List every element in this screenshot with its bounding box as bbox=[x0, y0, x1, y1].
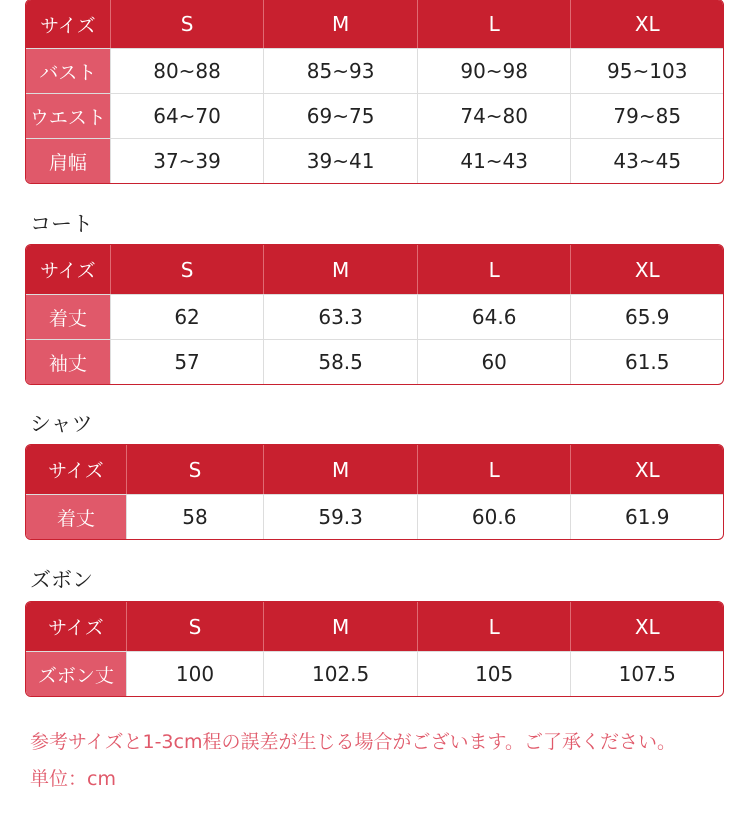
size-table bbox=[25, 244, 724, 385]
header-label: サイズ bbox=[26, 0, 110, 48]
section-title: ズボン bbox=[30, 568, 93, 592]
table-row bbox=[26, 138, 723, 183]
row-label: 着丈 bbox=[26, 495, 126, 539]
size-note: 参考サイズと1-3cm程の誤差が生じる場合がございます。ご了承ください。 bbox=[30, 731, 676, 753]
table-header-row bbox=[26, 245, 723, 294]
header-label: サイズ bbox=[26, 445, 126, 494]
measurement-cell: 60 bbox=[417, 340, 571, 384]
size-table bbox=[25, 444, 724, 540]
size-header: S bbox=[110, 0, 264, 48]
measurement-cell: 64~70 bbox=[110, 94, 264, 138]
row-label: 袖丈 bbox=[26, 340, 110, 384]
size-header: M bbox=[263, 445, 417, 494]
measurement-cell: 79~85 bbox=[570, 94, 723, 138]
size-header: M bbox=[263, 245, 417, 294]
size-header: XL bbox=[570, 0, 723, 48]
table-row bbox=[26, 48, 723, 93]
measurement-cell: 37~39 bbox=[110, 139, 264, 183]
size-table bbox=[25, 601, 724, 697]
size-header: XL bbox=[570, 602, 723, 651]
measurement-cell: 39~41 bbox=[263, 139, 417, 183]
row-label: 着丈 bbox=[26, 295, 110, 339]
size-header: S bbox=[126, 602, 264, 651]
table-row bbox=[26, 294, 723, 339]
measurement-cell: 65.9 bbox=[570, 295, 723, 339]
measurement-cell: 100 bbox=[126, 652, 264, 696]
measurement-cell: 107.5 bbox=[570, 652, 723, 696]
table-row bbox=[26, 93, 723, 138]
table-header-row bbox=[26, 0, 723, 48]
measurement-cell: 80~88 bbox=[110, 49, 264, 93]
size-header: L bbox=[417, 0, 571, 48]
unit-label: 単位：cm bbox=[30, 768, 116, 790]
measurement-cell: 57 bbox=[110, 340, 264, 384]
measurement-cell: 58 bbox=[126, 495, 264, 539]
table-row bbox=[26, 339, 723, 384]
section-title: シャツ bbox=[30, 412, 93, 436]
measurement-cell: 62 bbox=[110, 295, 264, 339]
measurement-cell: 60.6 bbox=[417, 495, 571, 539]
measurement-cell: 95~103 bbox=[570, 49, 723, 93]
measurement-cell: 41~43 bbox=[417, 139, 571, 183]
row-label: 肩幅 bbox=[26, 139, 110, 183]
measurement-cell: 61.9 bbox=[570, 495, 723, 539]
table-header-row bbox=[26, 445, 723, 494]
measurement-cell: 90~98 bbox=[417, 49, 571, 93]
size-header: XL bbox=[570, 445, 723, 494]
measurement-cell: 63.3 bbox=[263, 295, 417, 339]
measurement-cell: 64.6 bbox=[417, 295, 571, 339]
measurement-cell: 61.5 bbox=[570, 340, 723, 384]
measurement-cell: 102.5 bbox=[263, 652, 417, 696]
measurement-cell: 74~80 bbox=[417, 94, 571, 138]
size-header: L bbox=[417, 445, 571, 494]
measurement-cell: 43~45 bbox=[570, 139, 723, 183]
size-header: M bbox=[263, 0, 417, 48]
size-header: L bbox=[417, 245, 571, 294]
table-row bbox=[26, 494, 723, 539]
measurement-cell: 105 bbox=[417, 652, 571, 696]
header-label: サイズ bbox=[26, 245, 110, 294]
measurement-cell: 85~93 bbox=[263, 49, 417, 93]
row-label: ウエスト bbox=[26, 94, 110, 138]
size-table bbox=[25, 0, 724, 184]
header-label: サイズ bbox=[26, 602, 126, 651]
table-row bbox=[26, 651, 723, 696]
size-header: S bbox=[110, 245, 264, 294]
row-label: ズボン丈 bbox=[26, 652, 126, 696]
size-header: L bbox=[417, 602, 571, 651]
row-label: バスト bbox=[26, 49, 110, 93]
measurement-cell: 59.3 bbox=[263, 495, 417, 539]
measurement-cell: 69~75 bbox=[263, 94, 417, 138]
section-title: コート bbox=[30, 212, 93, 236]
measurement-cell: 58.5 bbox=[263, 340, 417, 384]
size-header: XL bbox=[570, 245, 723, 294]
size-header: M bbox=[263, 602, 417, 651]
size-header: S bbox=[126, 445, 264, 494]
table-header-row bbox=[26, 602, 723, 651]
